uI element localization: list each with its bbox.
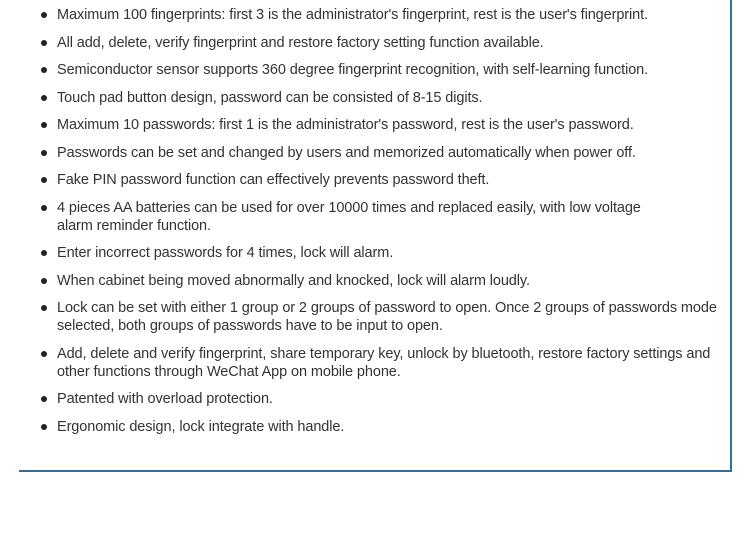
list-item [39,272,739,290]
list-item [39,345,739,381]
list-item [39,116,739,134]
bullet-icon [41,12,47,18]
bullet-icon [41,177,47,183]
bullet-icon [41,95,47,101]
bullet-icon [41,424,47,430]
feature-text: Passwords can be set and changed by users and memorized automatically when power off. [57,144,636,161]
bullet-icon [41,396,47,402]
feature-text: 4 pieces AA batteries can be used for over 10000 times and replaced easily, with low voltage alarm reminder function. [57,199,641,234]
feature-list [39,6,739,445]
bullet-icon [41,205,47,211]
feature-text: Ergonomic design, lock integrate with handle. [57,418,345,435]
bullet-icon [41,278,47,284]
feature-text: Lock can be set with either 1 group or 2 groups of password to open. Once 2 groups of passwords mode selected, both groups of passwords have to be input to open. [57,300,717,334]
feature-text: Semiconductor sensor supports 360 degree fingerprint recognition, with self-learning function. [57,62,649,78]
bullet-icon [41,40,47,46]
bullet-icon [41,122,47,128]
feature-text: Patented with overload protection. [57,391,273,407]
bullet-icon [41,67,47,73]
list-item [39,89,739,107]
list-item [39,418,739,436]
feature-text: When cabinet being moved abnormally and knocked, lock will alarm loudly. [57,272,530,289]
list-item [39,6,739,24]
list-item [39,299,717,335]
list-item [39,61,739,79]
bullet-icon [41,150,47,156]
feature-panel [19,0,732,472]
list-item [39,144,739,162]
feature-text: Fake PIN password function can effectively prevents password theft. [57,172,490,188]
feature-text: Maximum 100 fingerprints: first 3 is the administrator's fingerprint, rest is the user's fingerprint. [57,7,648,23]
list-item [39,244,739,262]
bullet-icon [41,351,47,357]
list-item [39,171,739,189]
list-item [39,390,739,408]
list-item [39,199,677,235]
bullet-icon [41,250,47,256]
bullet-icon [41,305,47,311]
feature-text: Touch pad button design, password can be consisted of 8-15 digits. [57,89,483,106]
feature-text: Add, delete and verify fingerprint, share temporary key, unlock by bluetooth, restore factory settings and other functions through WeChat App on mobile phone. [57,345,711,380]
list-item [39,34,739,52]
feature-text: Maximum 10 passwords: first 1 is the administrator's password, rest is the user's password. [57,117,634,133]
feature-text: All add, delete, verify fingerprint and restore factory setting function available. [57,34,544,51]
feature-text: Enter incorrect passwords for 4 times, lock will alarm. [57,245,394,261]
